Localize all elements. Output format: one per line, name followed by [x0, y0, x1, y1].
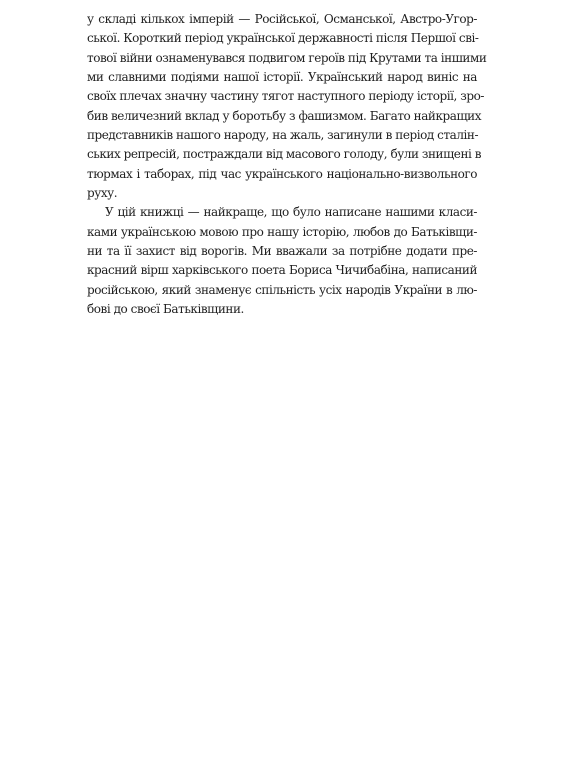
text-line: представників нашого народу, на жаль, загинули в період сталін- [87, 128, 479, 143]
text-line: ських репресій, постраждали від масового голоду, були знищені в [87, 147, 482, 162]
text-line: красний вірш харківського поета Бориса Чичибабіна, написаний [87, 263, 477, 278]
text-line: ками українською мовою про нашу історію, любов до Батьківщи- [87, 224, 477, 239]
text-line: російською, який знаменує спільність усіх народів України в лю- [87, 282, 477, 297]
text-line: у складі кількох імперій — Російської, Османської, Австро-Угор- [87, 12, 477, 26]
paragraph-2 [87, 203, 477, 319]
text-line: У цій книжці — найкраще, що було написане нашими класи- [105, 205, 477, 220]
text-line: бив величезний вклад у боротьбу з фашизмом. Багато найкращих [87, 108, 482, 123]
text-line: ми славними подіями нашої історії. Український народ виніс на [87, 70, 477, 85]
body-text [87, 10, 487, 320]
text-line: руху. [87, 186, 118, 201]
text-line: бові до своєї Батьківщини. [87, 302, 244, 317]
paragraph-1 [87, 10, 487, 203]
text-line: своїх плечах значну частину тягот наступного періоду історії, зро- [87, 89, 484, 104]
text-line: тової війни ознаменувався подвигом героїв під Крутами та іншими [87, 50, 487, 65]
text-line: ської. Короткий період української державності після Першої сві- [87, 31, 479, 46]
text-line: ни та її захист від ворогів. Ми вважали за потрібне додати пре- [87, 244, 477, 259]
text-line: тюрмах і таборах, під час українського національно-визвольного [87, 166, 477, 181]
